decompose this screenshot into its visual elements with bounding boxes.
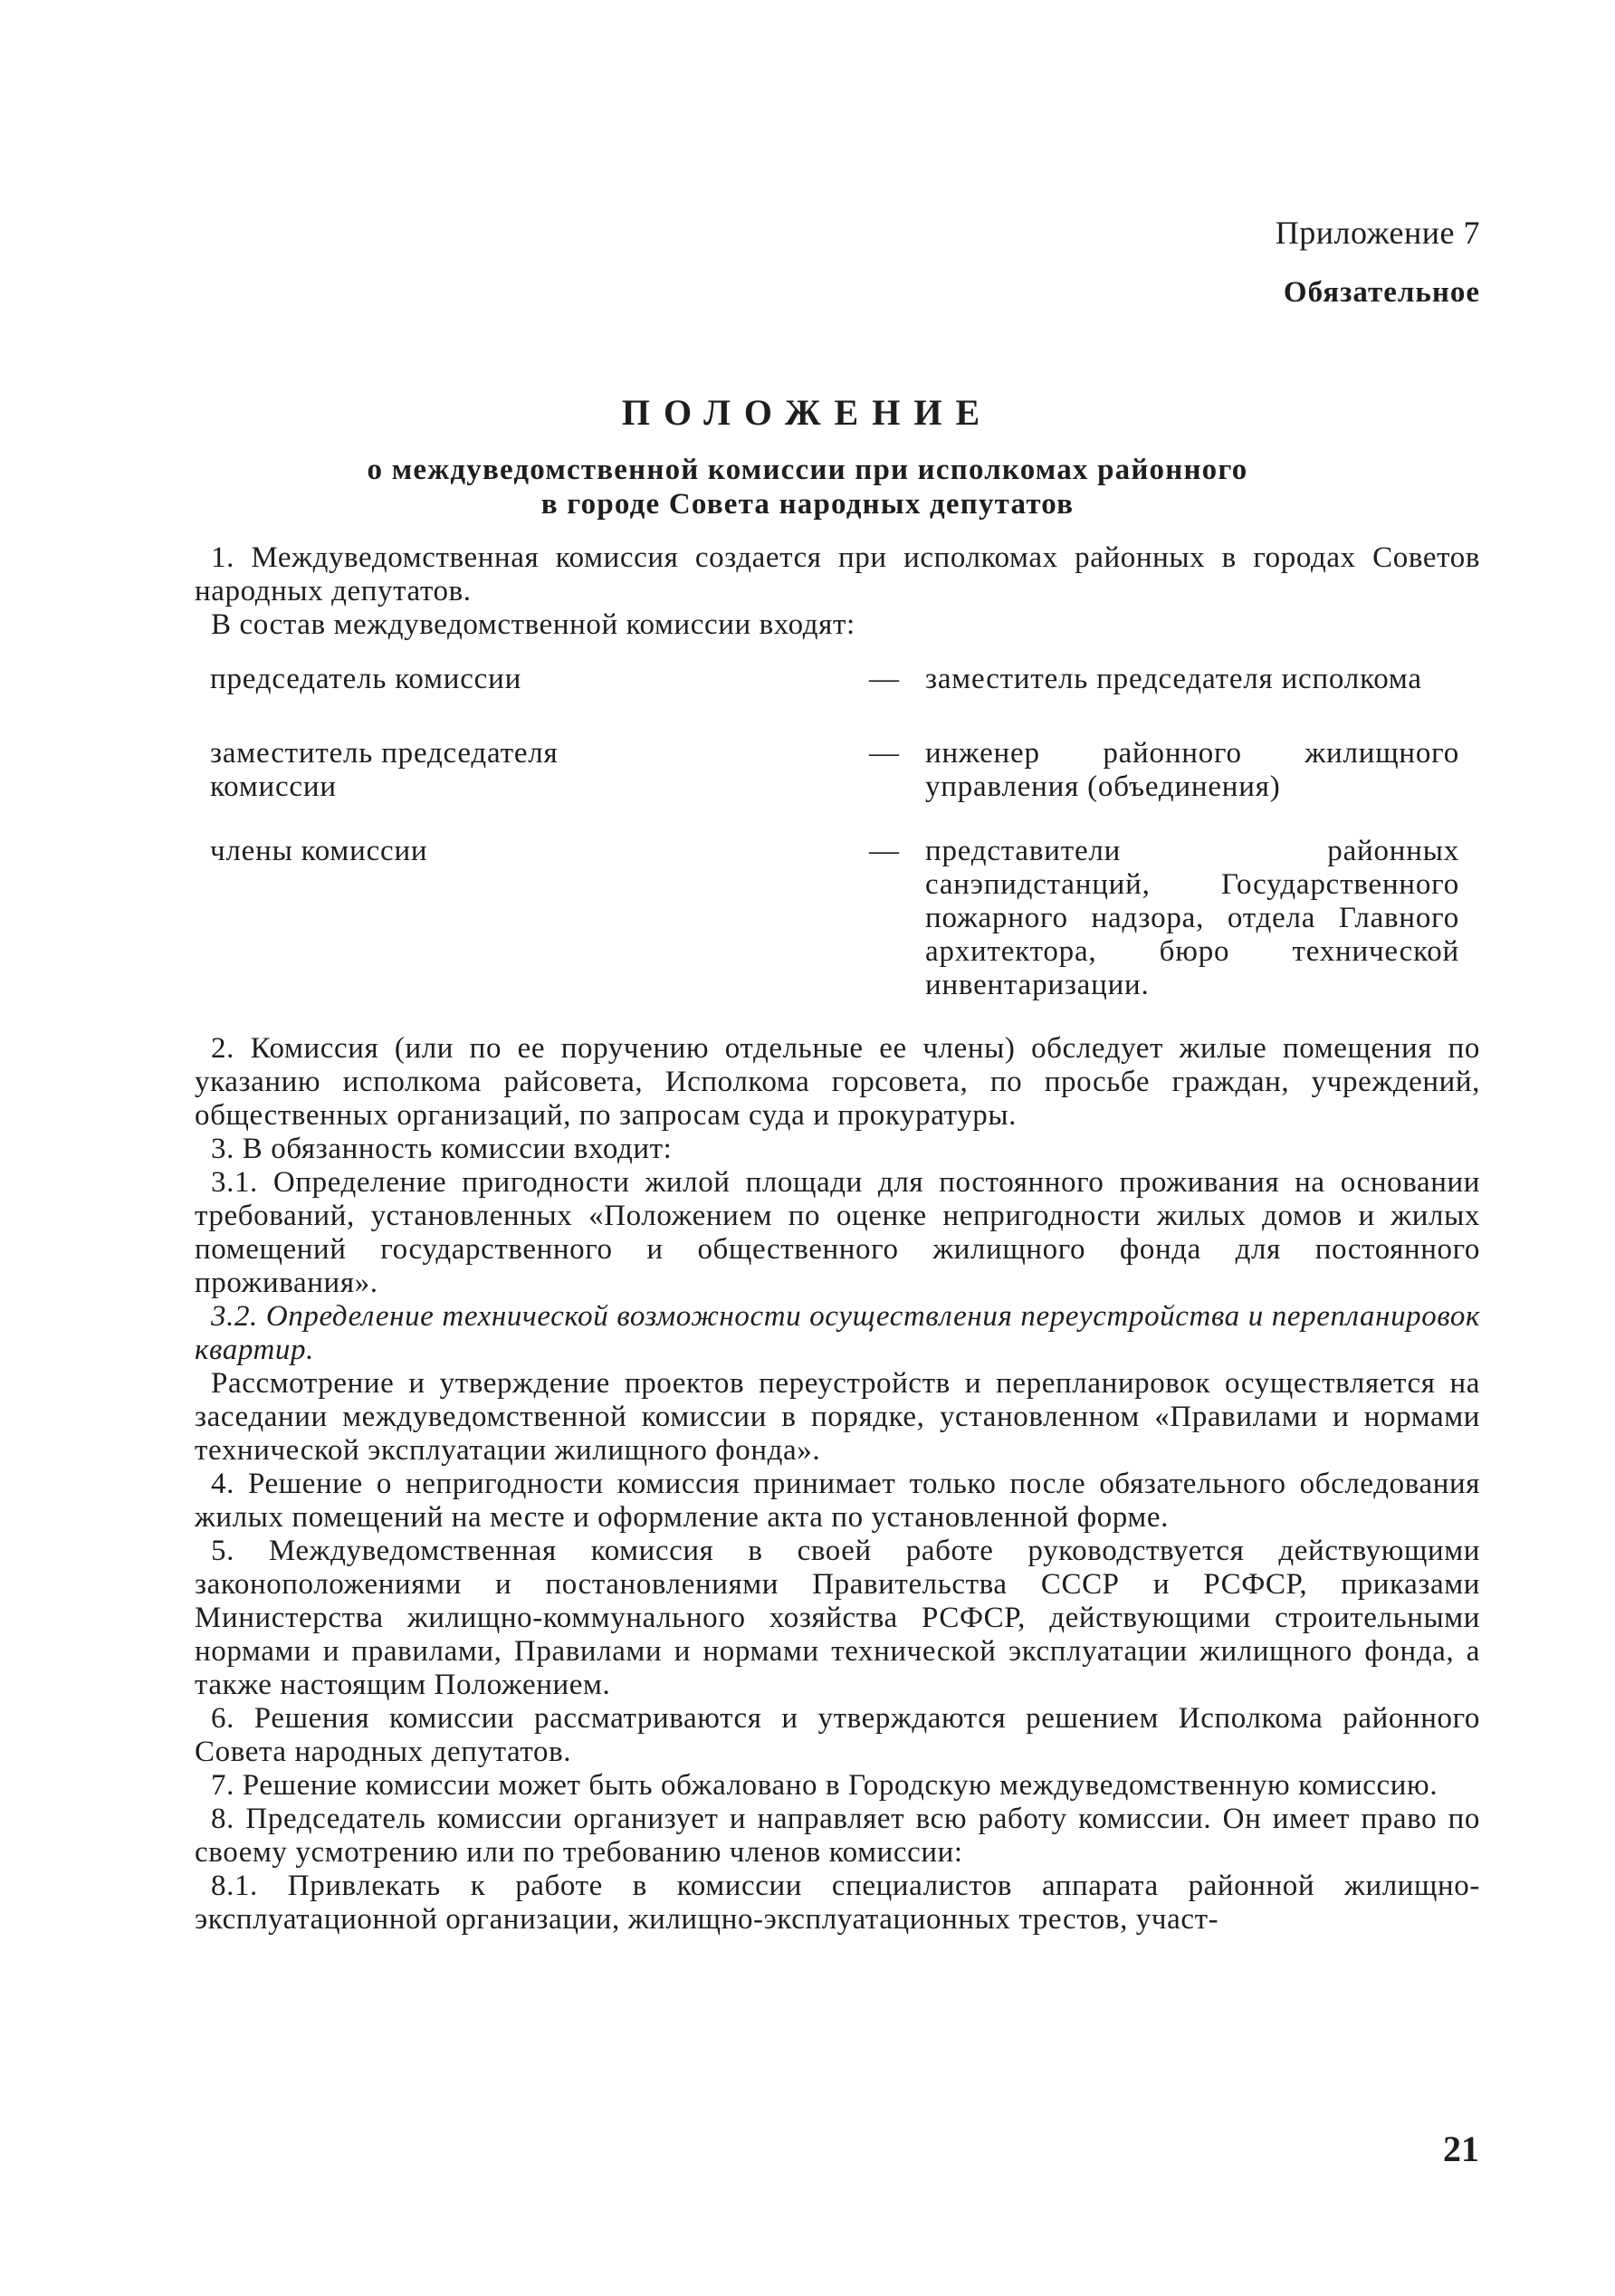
member-row	[210, 663, 1480, 737]
annex-status: Обязательное	[1283, 276, 1480, 309]
member-description: инженер районного жилищного управления (объединения)	[925, 737, 1459, 803]
paragraph-3-2-continued: Рассмотрение и утверждение проектов переустройств и перепланировок осуществляется на заседании междуведомственной комиссии в порядке, установленном «Правилами и нормами технической эксплуатации жилищного фонда».	[195, 1367, 1480, 1467]
paragraph-8-1: 8.1. Привлекать к работе в комиссии специалистов аппарата районной жилищно-эксплуатационной организации, жилищно-эксплуатационных трестов, участ-	[195, 1870, 1480, 1936]
member-dash: —	[869, 737, 900, 770]
member-row	[210, 835, 1480, 1016]
document-subtitle	[0, 453, 1615, 521]
paragraph-1: 1. Междуведомственная комиссия создается при исполкомах районных в городах Советов народных депутатов.	[195, 541, 1480, 607]
member-row	[210, 737, 1480, 835]
member-role: заместитель председателя комиссии	[210, 737, 559, 803]
main-section	[195, 1032, 1480, 1937]
paragraph-5: 5. Междуведомственная комиссия в своей работе руководствуется действующими законоположениями и постановлениями Правительства СССР и РСФСР, приказами Министерства жилищно-коммунального хозяйства РСФСР, действующими строительными нормами и правилами, Правилами и нормами технической эксплуатации жилищного фонда, а также настоящим Положением.	[195, 1535, 1480, 1701]
member-description: заместитель председателя исполкома	[925, 663, 1422, 695]
paragraph-3: 3. В обязанность комиссии входит:	[211, 1133, 673, 1165]
paragraph-4: 4. Решение о непригодности комиссия принимает только после обязательного обследования жилых помещений на месте и оформление акта по установленной форме.	[195, 1468, 1480, 1534]
subtitle-line-1: о междуведомственной комиссии при исполкомах районного	[367, 454, 1248, 486]
member-description: представители районных санэпидстанций, Государственного пожарного надзора, отдела Главного архитектора, бюро технической инвентаризации.	[925, 835, 1459, 1001]
paragraph-2: 2. Комиссия (или по ее поручению отдельные ее члены) обследует жилые помещения по указанию исполкома райсовета, Исполкома горсовета, по просьбе граждан, учреждений, общественных организаций, по запросам суда и прокуратуры.	[195, 1032, 1480, 1132]
page-number: 21	[1443, 2129, 1479, 2169]
annex-number: Приложение 7	[1275, 215, 1480, 251]
member-dash: —	[869, 835, 900, 867]
subtitle-line-2: в городе Совета народных депутатов	[540, 488, 1075, 521]
member-dash: —	[869, 663, 900, 695]
document-title: ПОЛОЖЕНИЕ	[621, 392, 994, 433]
paragraph-composition: В состав междуведомственной комиссии входят:	[211, 608, 855, 641]
paragraph-3-1: 3.1. Определение пригодности жилой площади для постоянного проживания на основании требований, установленных «Положением по оценке непригодности жилых домов и жилых помещений государственного и общественного жилищного фонда для постоянного проживания».	[195, 1166, 1480, 1299]
paragraph-6: 6. Решения комиссии рассматриваются и утверждаются решением Исполкома районного Совета народных депутатов.	[195, 1702, 1480, 1768]
paragraph-7: 7. Решение комиссии может быть обжаловано в Городскую междуведомственную комиссию.	[211, 1769, 1438, 1802]
commission-members-list	[210, 663, 1480, 1016]
intro-section	[195, 541, 1480, 642]
paragraph-8: 8. Председатель комиссии организует и направляет всю работу комиссии. Он имеет право по своему усмотрению или по требованию членов комиссии:	[195, 1803, 1480, 1869]
member-role: члены комиссии	[210, 835, 428, 867]
paragraph-3-2: 3.2. Определение технической возможности осуществления переустройства и перепланировок квартир.	[195, 1300, 1480, 1366]
member-role: председатель комиссии	[210, 663, 522, 695]
